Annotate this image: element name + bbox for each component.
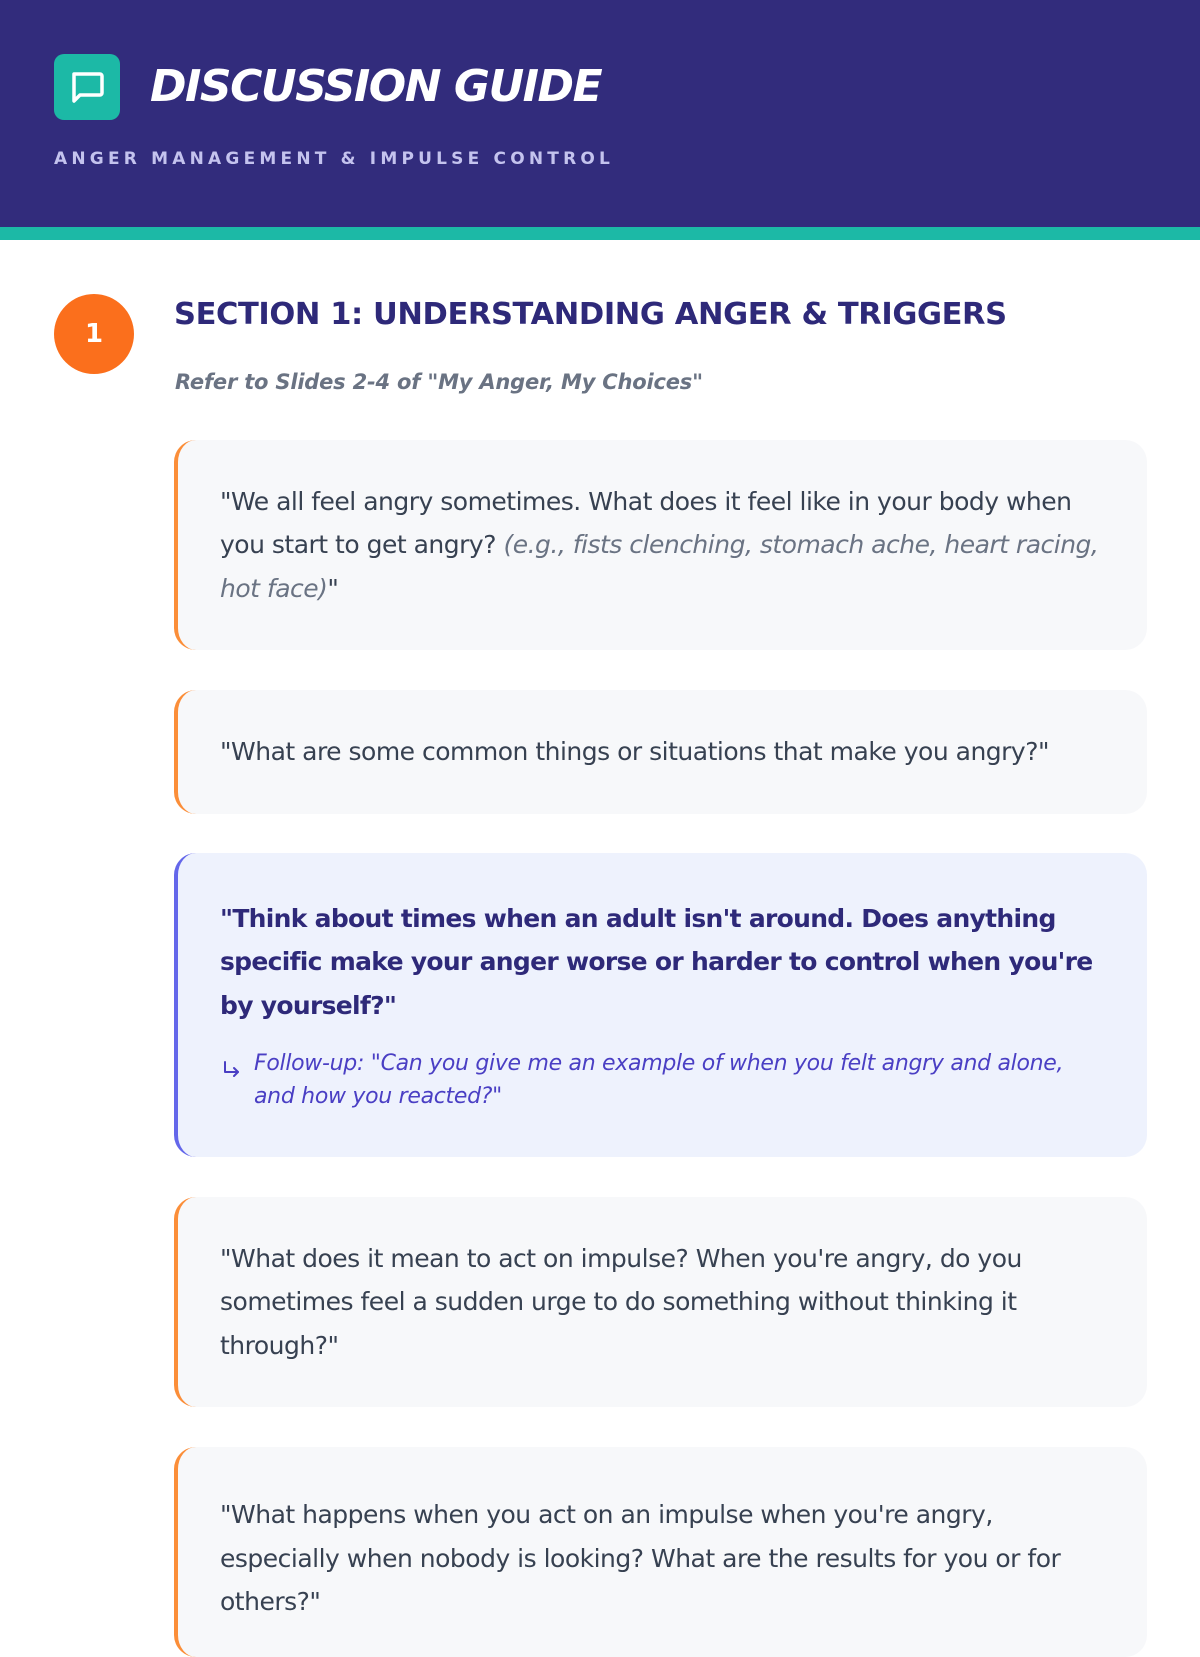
header-accent-stripe — [0, 227, 1200, 240]
question-card — [174, 690, 1147, 814]
section-title: SECTION 1: UNDERSTANDING ANGER & TRIGGERS — [174, 297, 1007, 332]
section-reference: Refer to Slides 2-4 of "My Anger, My Choices" — [175, 370, 703, 394]
question-text: "Think about times when an adult isn't around. Does anything specific make your anger worse or harder to control when you're by yourself?" — [220, 903, 1093, 1020]
question-text: "We all feel angry sometimes. What does it feel like in your body when you start to get angry? (e.g., fists clenching, stomach ache, heart racing, hot face)" — [220, 486, 1099, 603]
page-subtitle: ANGER MANAGEMENT & IMPULSE CONTROL — [54, 149, 615, 169]
question-text: "What happens when you act on an impulse when you're angry, especially when nobody is looking? What are the results for you or for others?" — [220, 1500, 1061, 1616]
question-card — [174, 440, 1147, 650]
follow-up-prompt — [220, 1047, 1105, 1113]
question-text: "What are some common things or situations that make you angry?" — [220, 737, 1049, 767]
question-hint: (e.g., fists clenching, stomach ache, heart racing, hot face) — [220, 530, 1099, 603]
question-card — [174, 1197, 1147, 1407]
page-title: DISCUSSION GUIDE — [150, 61, 602, 112]
highlighted-question-card — [174, 853, 1147, 1157]
question-text: "What does it mean to act on impulse? When you're angry, do you sometimes feel a sudden urge to do something without thinking it through?" — [220, 1243, 1022, 1360]
chat-bubble-icon — [54, 54, 120, 120]
follow-up-text: Follow-up: "Can you give me an example of when you felt angry and alone, and how you reacted?" — [254, 1051, 1064, 1110]
page-header — [0, 0, 1200, 227]
section-number-badge: 1 — [54, 294, 134, 374]
question-card — [174, 1447, 1147, 1657]
return-arrow-icon — [220, 1060, 244, 1080]
